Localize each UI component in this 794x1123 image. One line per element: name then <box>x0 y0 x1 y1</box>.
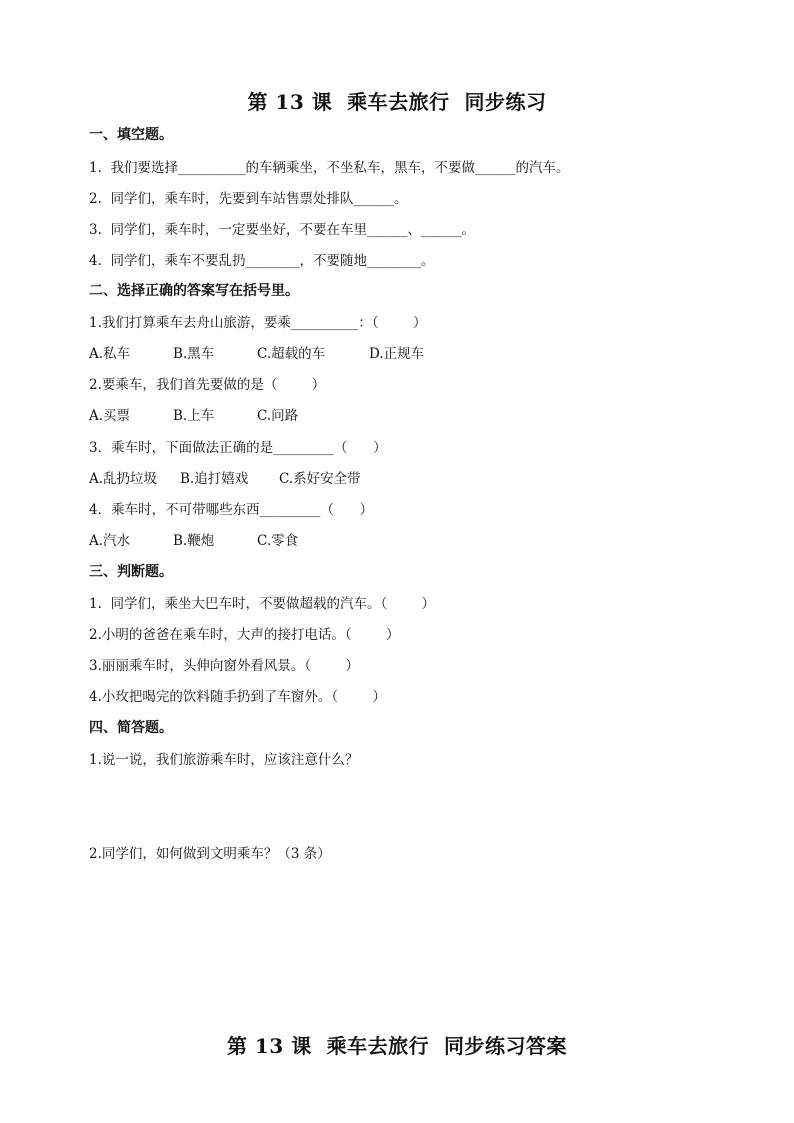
choice-option: B.鞭炮 <box>173 533 215 549</box>
choice-option: C.零食 <box>257 533 299 549</box>
choice-option: C.系好安全带 <box>279 471 361 487</box>
choice-option: A.汽水 <box>89 533 131 549</box>
choice-question-2: 2.要乘车，我们首先要做的是（ ） <box>89 377 326 393</box>
choice-option: B.黑车 <box>173 346 215 362</box>
choice-question-3: 3．乘车时，下面做法正确的是_________（ ） <box>89 440 387 456</box>
choice-option: A.乱扔垃圾 <box>89 471 158 487</box>
choice-option: B.追打嬉戏 <box>180 471 249 487</box>
short-answer-question-2: 2.同学们，如何做到文明乘车？（3 条） <box>89 846 331 862</box>
choice-option: C.超载的车 <box>257 346 326 362</box>
choice-question-4: 4．乘车时，不可带哪些东西_________（ ） <box>89 502 374 518</box>
true-false-question-3: 3.丽丽乘车时，头伸向窗外看风景。（ ） <box>89 658 359 674</box>
choice-option: A.买票 <box>89 408 131 424</box>
choice-option: D.正规车 <box>369 346 425 362</box>
page-title: 第 13 课 乘车去旅行 同步练习 <box>247 90 547 114</box>
true-false-question-1: 1. 同学们，乘坐大巴车时，不要做超载的汽车。（ ） <box>89 596 436 612</box>
section-heading-true-false: 三、判断题。 <box>89 564 173 580</box>
section-heading-fill-in: 一、填空题。 <box>89 127 173 143</box>
true-false-question-2: 2.小明的爸爸在乘车时，大声的接打电话。（ ） <box>89 627 400 643</box>
fill-in-question-2: 2. 同学们，乘车时，先要到车站售票处排队______。 <box>89 191 408 207</box>
choice-option: B.上车 <box>173 408 215 424</box>
fill-in-question-1: 1. 我们要选择__________的车辆乘坐，不坐私车，黑车，不要做______的汽车。 <box>89 160 570 176</box>
fill-in-question-3: 3. 同学们，乘车时，一定要坐好，不要在车里______、______。 <box>89 222 475 238</box>
section-heading-choice: 二、选择正确的答案写在括号里。 <box>89 283 299 299</box>
choice-question-1: 1.我们打算乘车去舟山旅游，要乘__________：（ ） <box>89 315 427 331</box>
answer-title: 第 13 课 乘车去旅行 同步练习答案 <box>226 1034 568 1058</box>
short-answer-question-1: 1.说一说，我们旅游乘车时，应该注意什么？ <box>89 752 359 768</box>
section-heading-short-answer: 四、简答题。 <box>89 720 173 736</box>
choice-option: C.问路 <box>257 408 299 424</box>
choice-option: A.私车 <box>89 346 131 362</box>
fill-in-question-4: 4. 同学们，乘车不要乱扔________，不要随地________。 <box>89 253 435 269</box>
true-false-question-4: 4.小玫把喝完的饮料随手扔到了车窗外。（ ） <box>89 689 386 705</box>
